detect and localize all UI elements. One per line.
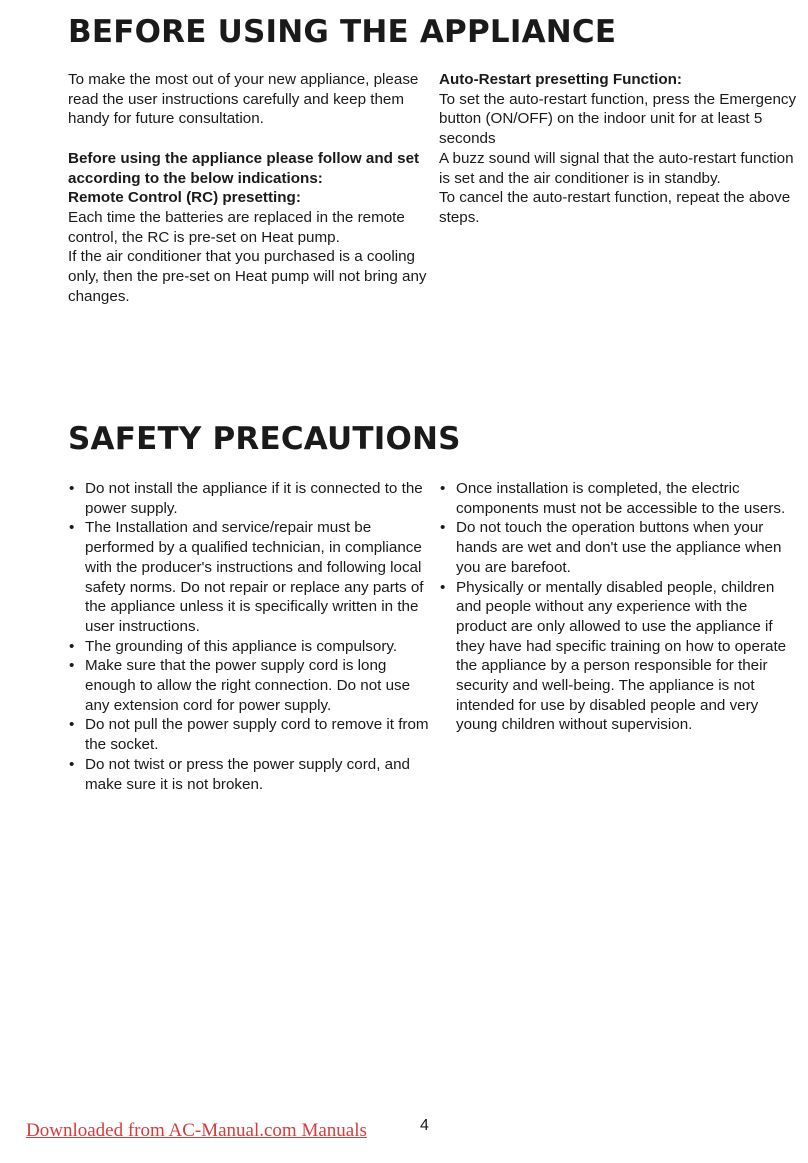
safety-item: • Do not install the appliance if it is connected to the power supply. [68, 479, 430, 518]
safety-item: • Once installation is completed, the electric components must not be accessible to the users. [439, 479, 801, 518]
section-title-safety-precautions: SAFETY PRECAUTIONS [68, 421, 461, 457]
safety-right-column [439, 479, 801, 735]
safety-item: • Make sure that the power supply cord is long enough to allow the right connection. Do not use any extension cord for power supply. [68, 656, 430, 715]
safety-item: • Physically or mentally disabled people, children and people without any experience with the product are only allowed to use the appliance if they have had specific training on how to operate the appliance by a person responsible for their security and well-being. The appliance is not intended for use by disabled people and very young children without supervision. [439, 578, 801, 736]
auto-restart-text-1: To set the auto-restart function, press the Emergency button (ON/OFF) on the indoor unit for at least 5 seconds [439, 90, 797, 148]
before-left-column [68, 70, 430, 306]
safety-left-column [68, 479, 430, 794]
safety-item: • Do not twist or press the power supply cord, and make sure it is not broken. [68, 755, 430, 794]
safety-item: • Do not pull the power supply cord to remove it from the socket. [68, 715, 430, 754]
follow-indications-heading: Before using the appliance please follow and set according to the below indications: [68, 149, 420, 187]
safety-item: • The grounding of this appliance is compulsory. [68, 637, 430, 657]
before-right-column [439, 70, 801, 228]
safety-list-left [68, 479, 430, 794]
paragraph-spacer [68, 129, 430, 149]
auto-restart-text-3: To cancel the auto-restart function, repeat the above steps. [439, 189, 791, 226]
intro-paragraph: To make the most out of your new appliance, please read the user instructions carefully and keep them handy for future consultation. [68, 71, 419, 128]
rc-presetting-text-2: If the air conditioner that you purchased is a cooling only, then the pre-set on Heat pump will not bring any changes. [68, 248, 427, 305]
rc-presetting-text-1: Each time the batteries are replaced in the remote control, the RC is pre-set on Heat pump. [68, 208, 405, 246]
auto-restart-heading: Auto-Restart presetting Function: [439, 71, 682, 88]
safety-list-right [439, 479, 801, 735]
rc-presetting-heading: Remote Control (RC) presetting: [68, 189, 301, 207]
auto-restart-text-2: A buzz sound will signal that the auto-restart function is set and the air conditioner is in standby. [439, 149, 794, 187]
download-source-link[interactable]: Downloaded from AC-Manual.com Manuals [26, 1120, 367, 1141]
safety-item: • Do not touch the operation buttons when your hands are wet and don't use the appliance when you are barefoot. [439, 518, 801, 577]
safety-item: • The Installation and service/repair must be performed by a qualified technician, in compliance with the producer's instructions and following local safety norms. Do not repair or replace any parts of the appliance unless it is specifically written in the user instructions. [68, 518, 430, 636]
section-title-before-using: BEFORE USING THE APPLIANCE [68, 14, 617, 50]
page-number: 4 [420, 1117, 429, 1134]
